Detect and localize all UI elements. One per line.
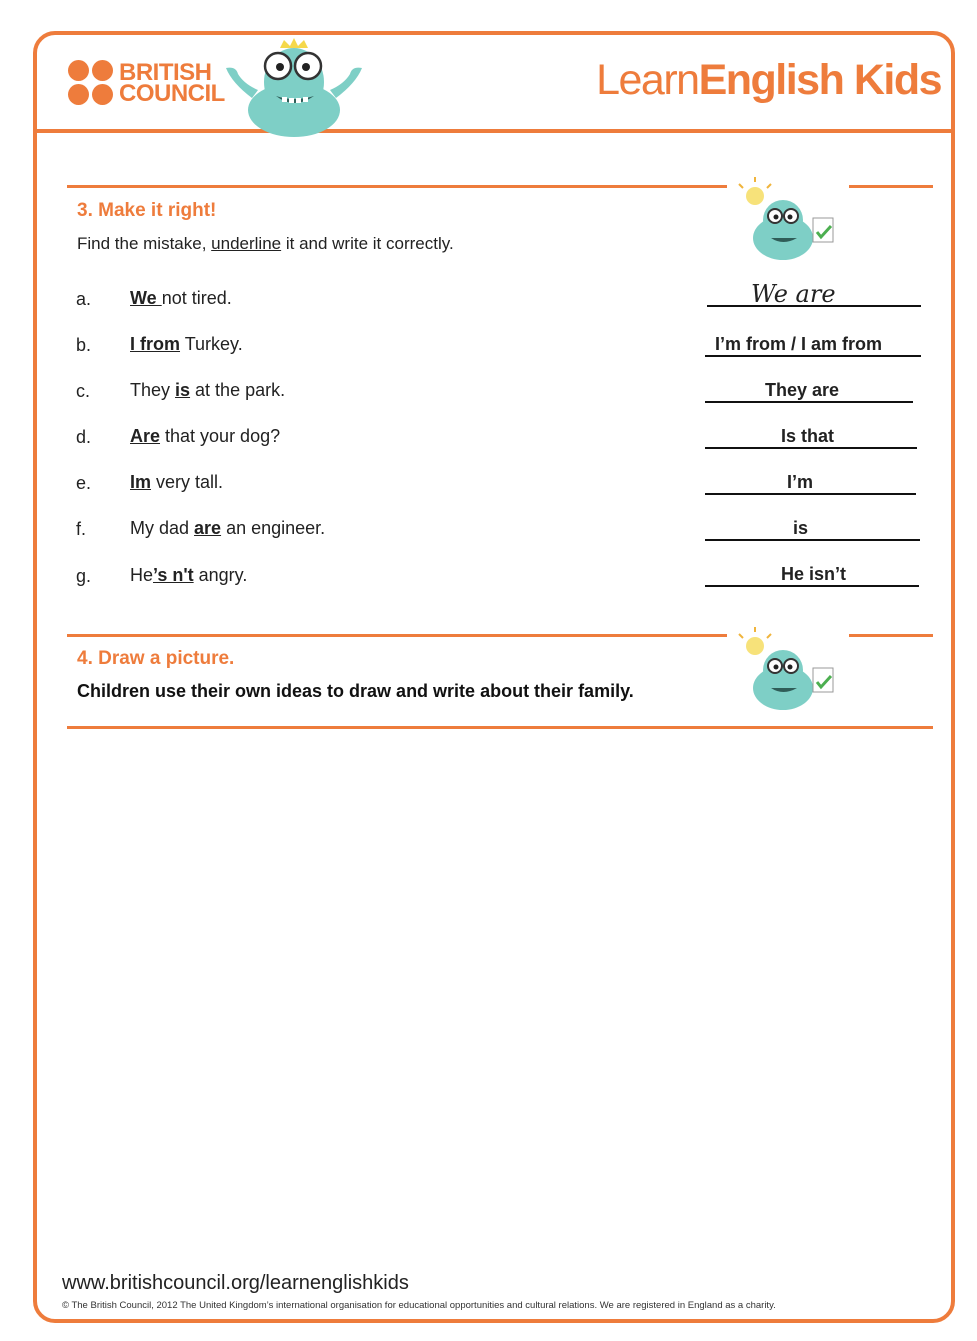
section4-rule-right <box>849 634 933 637</box>
section3-rule-right <box>849 185 933 188</box>
logo-kids: Kids <box>853 56 941 104</box>
item-letter-e: e. <box>76 473 92 493</box>
answer-line-a: We are <box>707 283 921 307</box>
section4-rule-bottom <box>67 726 933 729</box>
item-sentence-c: They is at the park. <box>130 380 286 400</box>
answer-line-f: is <box>705 517 920 541</box>
answer-line-g: He isn’t <box>705 563 919 587</box>
monster-idea-icon-2 <box>735 626 840 716</box>
item-letter-a: a. <box>76 289 92 309</box>
logo-learn: Learn <box>596 56 699 104</box>
item-letter-b: b. <box>76 335 92 355</box>
section3-title: 3. Make it right! <box>77 200 217 221</box>
item-letter-g: g. <box>76 566 92 586</box>
item-letter-c: c. <box>76 381 91 401</box>
logo-english: English <box>698 56 844 104</box>
section4-text: Children use their own ideas to draw and write about their family. <box>77 681 634 701</box>
item-sentence-d: Are that your dog? <box>130 426 281 446</box>
footer-url: www.britishcouncil.org/learnenglishkids <box>62 1272 409 1294</box>
british-council-logo <box>68 60 225 106</box>
section4-title: 4. Draw a picture. <box>77 648 235 669</box>
monster-mascot-icon <box>222 38 367 138</box>
learnenglish-kids-logo <box>596 56 941 105</box>
footer-copyright: © The British Council, 2012 The United Kingdom’s international organisation for educational opportunities and cultural relations. We are registered in England as a charity. <box>62 1300 776 1311</box>
answer-line-b: I’m from / I am from <box>705 333 921 357</box>
bc-line1: BRITISH <box>119 59 212 86</box>
header-divider <box>33 129 955 133</box>
answer-line-d: Is that <box>705 425 917 449</box>
bc-dots-icon <box>68 60 114 106</box>
section3-rule-left <box>67 185 727 188</box>
bc-line2: COUNCIL <box>119 80 225 107</box>
section3-instructions: Find the mistake, underline it and write it correctly. <box>77 234 454 253</box>
answer-line-e: I’m <box>705 471 916 495</box>
item-sentence-e: Im very tall. <box>130 472 224 492</box>
item-letter-d: d. <box>76 427 92 447</box>
monster-idea-icon <box>735 176 840 266</box>
item-sentence-f: My dad are an engineer. <box>130 518 326 538</box>
item-sentence-g: He’s n't angry. <box>130 565 248 585</box>
item-sentence-a: We not tired. <box>130 288 232 308</box>
section4-rule-left <box>67 634 727 637</box>
item-sentence-b: I from Turkey. <box>130 334 243 354</box>
answer-line-c: They are <box>705 379 913 403</box>
item-letter-f: f. <box>76 519 87 539</box>
